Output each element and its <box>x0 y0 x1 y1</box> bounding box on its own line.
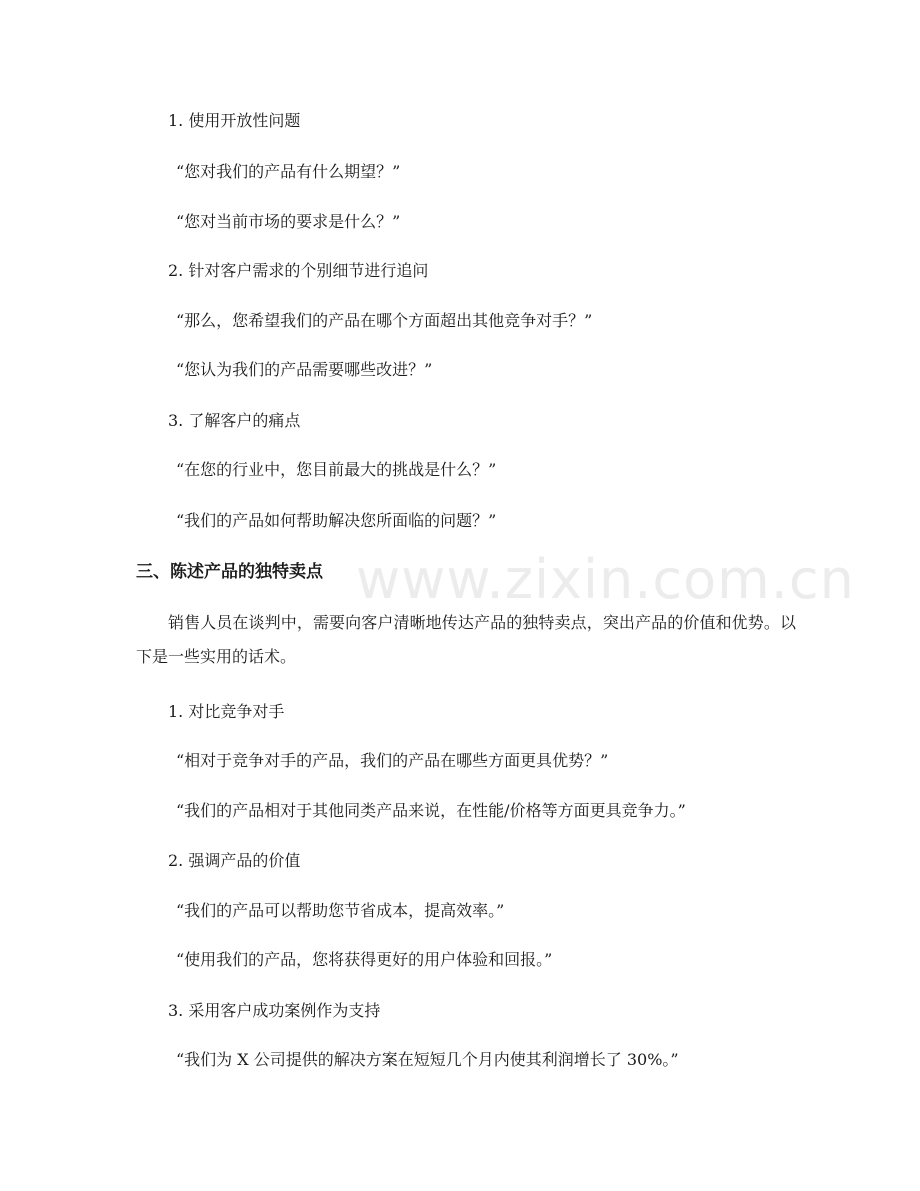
quote-text: “相对于竞争对手的产品，我们的产品在哪些方面更具优势？” <box>176 751 609 770</box>
quote-text: “我们的产品如何帮助解决您所面临的问题？” <box>176 511 497 530</box>
quote-text: “那么，您希望我们的产品在哪个方面超出其他竞争对手？” <box>176 311 593 330</box>
list-item-label: 3. 采用客户成功案例作为支持 <box>168 1001 381 1020</box>
quote-text: “您认为我们的产品需要哪些改进？” <box>176 360 433 379</box>
section-intro-paragraph: 销售人员在谈判中，需要向客户清晰地传达产品的独特卖点，突出产品的价值和优势。以下是一些实用的话术。 <box>136 613 796 666</box>
quote-text: “我们为 X 公司提供的解决方案在短短几个月内使其利润增长了 30%。” <box>176 1050 679 1069</box>
quote-text: “在您的行业中，您目前最大的挑战是什么？” <box>176 460 497 479</box>
quote-text: “您对当前市场的要求是什么？” <box>176 212 401 231</box>
quote-text: “我们的产品相对于其他同类产品来说，在性能/价格等方面更具竞争力。” <box>176 801 686 820</box>
quote-text: “您对我们的产品有什么期望？” <box>176 162 401 181</box>
quote-text: “我们的产品可以帮助您节省成本，提高效率。” <box>176 901 505 920</box>
watermark: www.zixin.com.cn <box>356 548 855 611</box>
section-heading: 三、陈述产品的独特卖点 <box>136 562 323 582</box>
list-item-label: 3. 了解客户的痛点 <box>168 411 301 430</box>
list-item-label: 1. 使用开放性问题 <box>168 111 301 130</box>
list-item-label: 2. 强调产品的价值 <box>168 851 301 870</box>
quote-text: “使用我们的产品，您将获得更好的用户体验和回报。” <box>176 950 553 969</box>
list-item-label: 2. 针对客户需求的个别细节进行追问 <box>168 261 429 280</box>
list-item-label: 1. 对比竞争对手 <box>168 702 285 721</box>
